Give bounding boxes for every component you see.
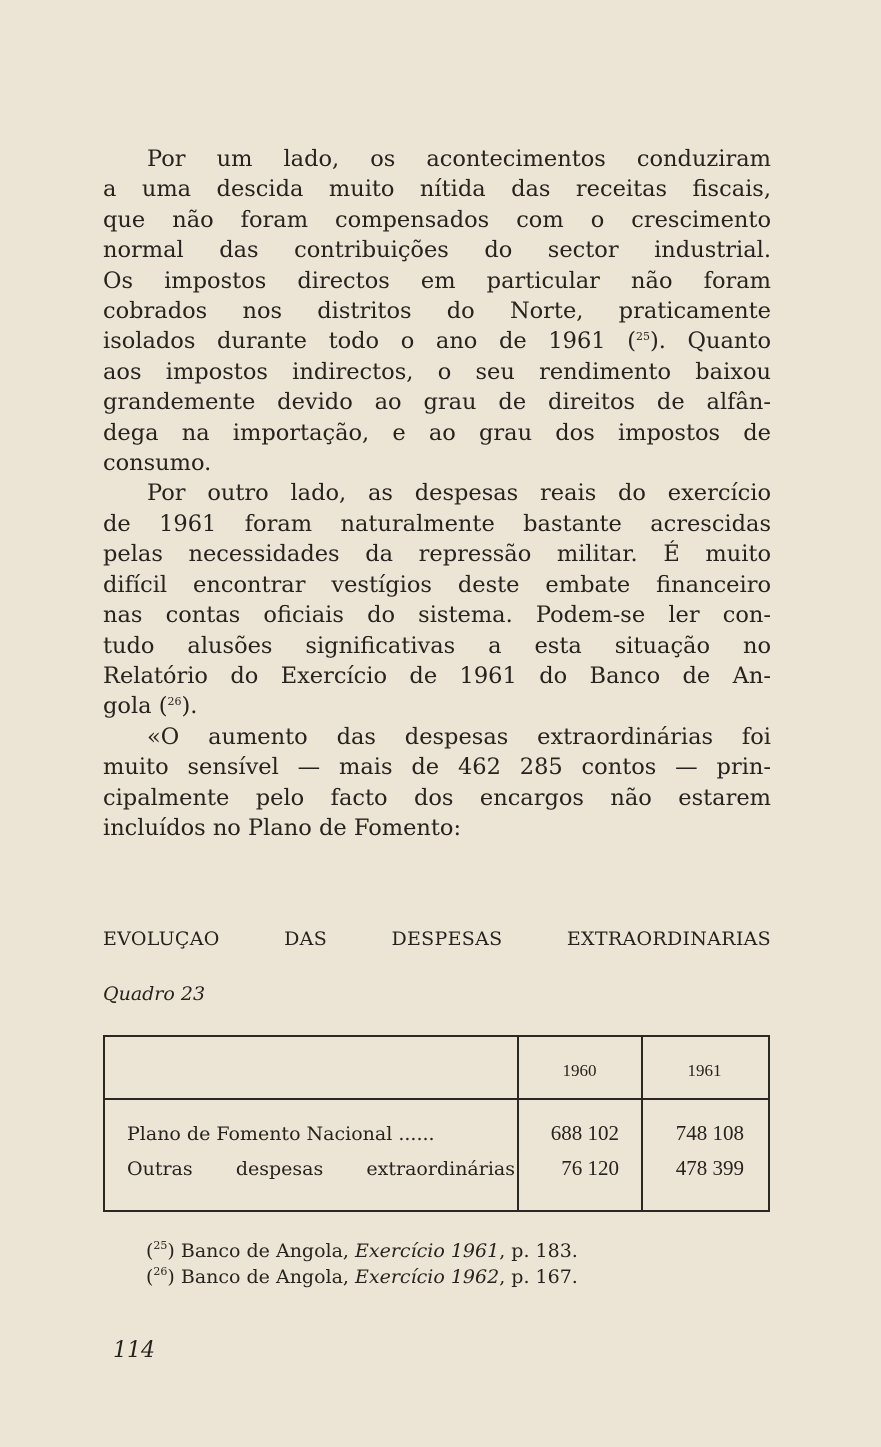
text-fragment: isolados durante todo o ano de 1961 ( <box>103 328 636 355</box>
text-fragment: ). Quanto <box>650 328 771 355</box>
text-line: consumo. <box>103 450 212 477</box>
text-line: «O aumento das despesas extraordinárias foi <box>147 723 771 750</box>
text-line: normal das contribuições do sector industrial. <box>103 237 771 264</box>
text-line: muito sensível — mais de 462 285 contos — prin- <box>103 754 771 781</box>
row-label: Outras despesas extraordinárias <box>127 1158 515 1180</box>
table-cell: 76 120 <box>561 1156 619 1180</box>
footnote-text: , p. 167. <box>499 1266 578 1288</box>
text-line: tudo alusões significativas a esta situação no <box>103 632 771 659</box>
text-line <box>103 326 771 356</box>
table-cell: 478 399 <box>675 1156 744 1180</box>
text-line: Relatório do Exercício de 1961 do Banco de An- <box>103 662 771 689</box>
text-line: aos impostos indirectos, o seu rendimento baixou <box>103 358 771 385</box>
column-header: 1960 <box>562 1061 597 1080</box>
table-cell: 748 108 <box>675 1121 744 1145</box>
footnote-text: Banco de Angola, <box>180 1240 356 1262</box>
text-line: cipalmente pelo facto dos encargos não estarem <box>103 784 771 811</box>
header-divider <box>105 1098 768 1100</box>
text-line: grandemente devido ao grau de direitos de alfân- <box>103 389 771 416</box>
footnote: ($^{26}$) Banco de Angola, Exercício 1962, p. 167. <box>146 1265 578 1288</box>
footnote-ref: 26 <box>167 695 182 709</box>
footnote-number: 25 <box>153 1239 168 1252</box>
text-line: difícil encontrar vestígios deste embate financeiro <box>103 571 771 598</box>
data-table <box>103 1035 770 1212</box>
text-line: pelas necessidades da repressão militar. É muito <box>103 541 771 568</box>
text-fragment: gola ( <box>103 693 168 720</box>
footnote: ($^{25}$) Banco de Angola, Exercício 1961, p. 183. <box>146 1239 578 1262</box>
row-label: Plano de Fomento Nacional ...... <box>127 1123 435 1145</box>
text-line <box>103 691 771 721</box>
page-number: 114 <box>113 1338 155 1363</box>
footnote-title: Exercício 1961 <box>355 1240 500 1262</box>
text-line: dega na importação, e ao grau dos impostos de <box>103 419 771 446</box>
text-fragment: ). <box>181 693 198 720</box>
text-line: que não foram compensados com o crescimento <box>103 206 771 233</box>
table-label: Quadro 23 <box>103 983 206 1005</box>
text-line: cobrados nos distritos do Norte, praticamente <box>103 298 771 325</box>
footnote-title: Exercício 1962 <box>355 1266 500 1288</box>
text-line: de 1961 foram naturalmente bastante acrescidas <box>103 510 771 537</box>
footnote-number: 26 <box>153 1265 168 1278</box>
text-line: a uma descida muito nítida das receitas fiscais, <box>103 176 771 203</box>
table-title: EVOLUÇAO DAS DESPESAS EXTRAORDINARIAS <box>103 928 771 950</box>
column-header: 1961 <box>687 1061 722 1080</box>
text-line: nas contas oficiais do sistema. Podem-se ler con- <box>103 602 771 629</box>
text-line: incluídos no Plano de Fomento: <box>103 814 462 841</box>
text-line: Por outro lado, as despesas reais do exercício <box>147 480 771 507</box>
table-cell: 688 102 <box>550 1121 619 1145</box>
footnote-ref: 25 <box>636 330 650 344</box>
text-line: Por um lado, os acontecimentos conduziram <box>147 146 771 172</box>
footnote-text: , p. 183. <box>499 1240 578 1262</box>
text-line: Os impostos directos em particular não foram <box>103 267 771 294</box>
body-text <box>103 144 771 843</box>
footnote-text: Banco de Angola, <box>180 1266 356 1288</box>
